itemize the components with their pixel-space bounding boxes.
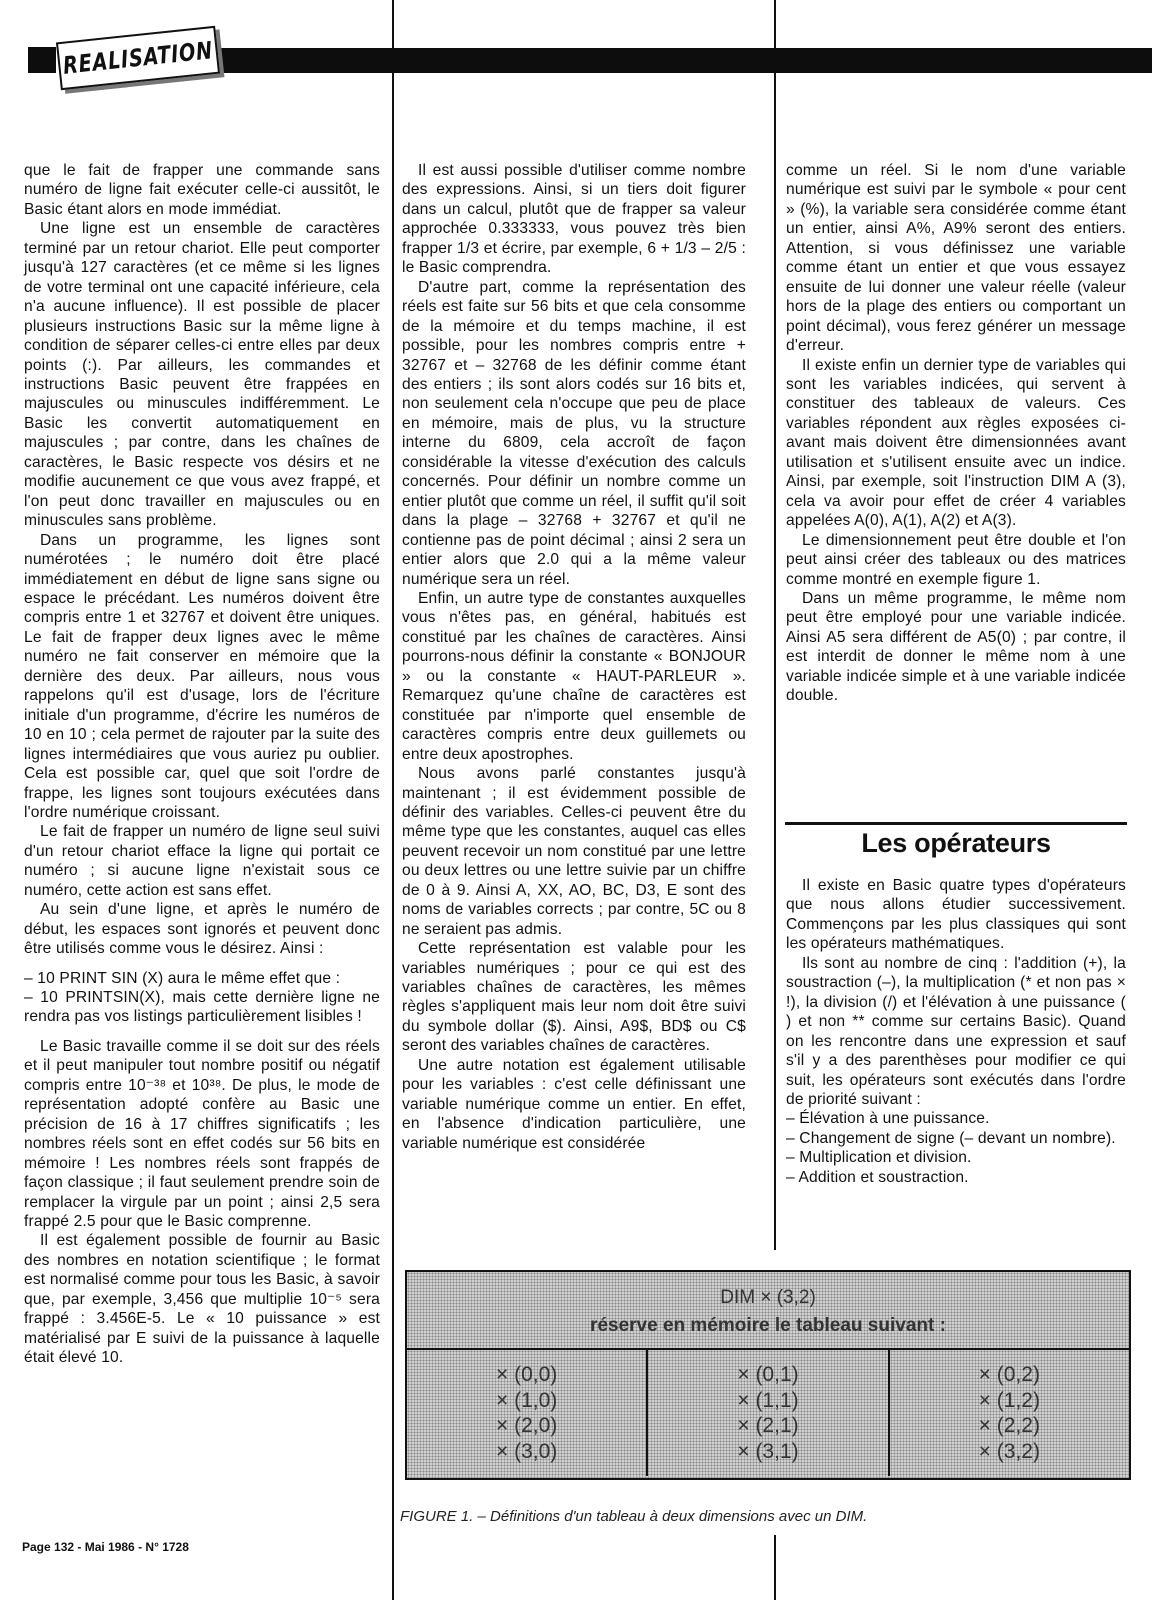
figure-column (407, 1350, 648, 1476)
array-element: × (3,2) (978, 1439, 1040, 1463)
paragraph: Il existe enfin un dernier type de variables qui sont les variables indicées, qui servent à constituer des tableaux de valeurs. Ces variables répondent aux règles exposées ci-avant mais doivent être dimensionnées avant utilisation et s'utilisent ensuite avec un indice. Ainsi, par exemple, soit l'instruction DIM A (3), cela va avoir pour effet de créer 4 variables appelées A(0), A(1), A(2) et A(3). (786, 356, 1126, 530)
array-element: × (0,2) (978, 1363, 1040, 1386)
header-square (28, 47, 56, 73)
section-logo (56, 26, 220, 90)
array-element: × (1,1) (737, 1388, 799, 1412)
list-item: – Élévation à une puissance. (786, 1110, 990, 1128)
array-element: × (1,0) (496, 1388, 558, 1412)
column-3 (786, 161, 1126, 706)
array-element: × (1,2) (978, 1388, 1040, 1412)
figure-title: DIM × (3,2) (720, 1287, 816, 1308)
figure-caption: FIGURE 1. – Définitions d'un tableau à deux dimensions avec un DIM. (400, 1508, 868, 1525)
figure-subtitle: réserve en mémoire le tableau suivant : (590, 1315, 946, 1336)
paragraph: Il existe en Basic quatre types d'opérateurs que nous allons étudier successivement. Commençons par les plus classiques qui sont les opérateurs mathématiques. (786, 877, 1126, 953)
paragraph: Dans un programme, les lignes sont numérotées ; le numéro doit être placé immédiatement en début de ligne sans signe ou espace le précédant. Les numéros doivent être compris entre 1 et 32767 et doivent être uniques. Le fait de frapper deux lignes avec le même numéro ne fait conserver en mémoire que la dernière des deux. Par ailleurs, nous vous rappelons qu'il est d'usage, lors de l'écriture initiale d'un programme, d'écrire les numéros de 10 en 10 ; cela permet de rajouter par la suite des lignes intermédiaires que vous auriez pu oublier. Cela est possible car, quel que soit l'ordre de frappe, les lignes sont toujours exécutées dans l'ordre numérique croissant. (24, 531, 380, 821)
paragraph: Cette représentation est valable pour les variables numériques ; pour ce qui est des variables chaînes de caractères, les mêmes règles s'appliquent mais leur nom doit être suivi du symbole dollar ($). Ainsi, A9$, BD$ ou C$ seront des variables chaînes de caractères. (402, 940, 746, 1055)
array-element: × (3,0) (496, 1439, 558, 1463)
paragraph: D'autre part, comme la représentation des réels est faite sur 56 bits et que cela consomme de la mémoire et du temps machine, il est possible, pour les nombres compris entre + 32767 et – 32768 de les définir comme étant des entiers ; ils sont alors codés sur 16 bits et, non seulement cela n'occupe que peu de place en mémoire, mais de plus, vu la structure interne du 6809, cela accroît de façon considérable la vitesse d'exécution des calculs concernés. Pour définir un nombre comme un entier plutôt que comme un réel, il suffit qu'il soit dans la plage – 32768 + 32767 et qu'il ne contienne pas de point décimal ; ainsi 2 sera un entier alors que 2.0 qui a la même valeur numérique sera un réel. (402, 278, 746, 588)
paragraph: Au sein d'une ligne, et après le numéro de début, les espaces sont ignorés et peuvent donc être utilisés comme vous le désirez. Ainsi : (24, 901, 380, 958)
figure-column (890, 1350, 1129, 1476)
column-divider-right (774, 0, 776, 1250)
paragraph: Dans un même programme, le même nom peut être employé pour une variable indicée. Ainsi A5 sera différent de A5(0) ; par contre, il est interdit de donner le même nom à une variable indicée simple et à une variable indicée double. (786, 589, 1126, 705)
list-item: – Multiplication et division. (786, 1149, 972, 1167)
column-2 (402, 161, 746, 1153)
section-label: REALISATION (61, 36, 215, 80)
column-divider-left (392, 0, 394, 1600)
code-example: – 10 PRINTSIN(X), mais cette dernière ligne ne rendra pas vos listings particulièrement lisibles ! (24, 989, 380, 1026)
array-element: × (2,0) (496, 1414, 558, 1437)
paragraph: que le fait de frapper une commande sans numéro de ligne fait exécuter celle-ci aussitôt, le Basic étant alors en mode immédiat. (24, 162, 380, 218)
figure-column (648, 1350, 889, 1476)
header-bar (212, 48, 1152, 73)
paragraph: Le Basic travaille comme il se doit sur des réels et il peut manipuler tout nombre positif ou négatif compris entre 10⁻³⁸ et 10³⁸. De plus, le mode de représentation adopté confère au Basic une précision de 16 à 17 chiffres significatifs ; les nombres réels sont en effet codés sur 56 bits en mémoire ! Les nombres réels sont frappés de façon classique ; il faut seulement prendre soin de remplacer la virgule par un point ; ainsi 2,5 sera frappé 2.5 pour que le Basic comprenne. (24, 1037, 380, 1231)
page-footer: Page 132 - Mai 1986 - N° 1728 (22, 1540, 189, 1554)
array-element: × (2,2) (978, 1414, 1040, 1437)
paragraph: Il est aussi possible d'utiliser comme nombre des expressions. Ainsi, si un tiers doit figurer dans un calcul, plutôt que de frapper sa valeur approchée 0.333333, vous pouvez très bien frapper 1/3 et écrire, par exemple, 6 + 1/3 – 2/5 : le Basic comprendra. (402, 162, 746, 277)
section-rule (785, 822, 1127, 825)
column-divider-bottom (774, 1535, 776, 1600)
code-example: – 10 PRINT SIN (X) aura le même effet que : (24, 969, 341, 987)
paragraph: Nous avons parlé constantes jusqu'à maintenant ; il est évidemment possible de définir des variables. Celles-ci peuvent être du même type que les constantes, auquel cas elles peuvent recevoir un nom constitué par une lettre ou deux lettres ou une lettre suivie par un chiffre de 0 à 9. Ainsi A, XX, AO, BC, D3, E sont des noms de variables corrects ; par contre, 5C ou 8 ne seraient pas admis. (402, 765, 746, 938)
array-element: × (2,1) (737, 1414, 799, 1437)
array-element: × (0,0) (496, 1363, 558, 1386)
array-element: × (3,1) (737, 1439, 799, 1463)
figure-header (407, 1272, 1129, 1350)
column-1 (24, 161, 380, 1368)
paragraph: Une autre notation est également utilisable pour les variables : c'est celle définissant une variable numérique comme un entier. En effet, en l'absence d'indication particulière, une variable numérique est considérée (402, 1056, 746, 1152)
paragraph: comme un réel. Si le nom d'une variable numérique est suivi par le symbole « pour cent » (%), la variable sera considérée comme étant un entier, ainsi A%, A9% seront des entiers. Attention, si vous définissez une variable comme étant un entier et que vous essayez ensuite de lui donner une valeur réelle (valeur hors de la plage des entiers ou comportant un point décimal), vous ferez générer un message d'erreur. (786, 162, 1126, 355)
paragraph: Une ligne est un ensemble de caractères terminé par un retour chariot. Elle peut comporter jusqu'à 127 caractères (et ce même si les lignes de votre terminal ont une capacité inférieure, cela n'a aucune influence). Il est possible de placer plusieurs instructions Basic sur la même ligne à condition de séparer celles-ci entre elles par deux points (:). Par ailleurs, les commandes et instructions Basic peuvent être frappées en majuscules ou minuscules indifféremment. Le Basic les convertit automatiquement en majuscules ; par contre, dans les chaînes de caractères, le Basic respecte vos désirs et ne modifie aucunement ce que vous avez frappé, et l'on peut donc travailler en majuscules ou en minuscules sans problème. (24, 220, 380, 530)
paragraph: Enfin, un autre type de constantes auxquelles vous n'êtes pas, en général, habitués est constitué par les chaînes de caractères. Ainsi pourrons-nous définir la constante « BONJOUR » ou la constante « HAUT-PARLEUR ». Remarquez qu'une chaîne de caractères est constituée par n'importe quel ensemble de caractères compris entre deux guillemets ou entre deux apostrophes. (402, 589, 746, 763)
list-item: – Addition et soustraction. (786, 1168, 969, 1186)
list-item: – Changement de signe (– devant un nombre). (786, 1129, 1116, 1147)
array-element: × (0,1) (737, 1363, 799, 1386)
section-heading: Les opérateurs (861, 828, 1051, 858)
paragraph: Ils sont au nombre de cinq : l'addition (+), la soustraction (–), la multiplication (* et non pas × !), la division (/) et l'élévation à une puissance ( ) et non ** comme sur certains Basic). Quand on les rencontre dans une expression et sauf s'il y a des parenthèses pour modifier ce qui suit, les opérateurs sont exécutés dans l'ordre de priorité suivant : (786, 954, 1126, 1108)
paragraph: Le dimensionnement peut être double et l'on peut ainsi créer des tableaux ou des matrices comme montré en exemple figure 1. (786, 531, 1126, 588)
operators-section (786, 876, 1126, 1187)
paragraph: Il est également possible de fournir au Basic des nombres en notation scientifique ; le format est normalisé comme pour tous les Basic, à savoir que, par exemple, 3,456 que multiplie 10⁻⁵ sera frappé : 3.456E-5. Le « 10 puissance » est matérialisé par E suivi de la puissance à laquelle était élevé 10. (24, 1232, 380, 1367)
figure-1-table (405, 1270, 1131, 1480)
paragraph: Le fait de frapper un numéro de ligne seul suivi d'un retour chariot efface la ligne qui portait ce numéro ; si aucune ligne n'existait sous ce numéro, cette action est sans effet. (24, 823, 380, 899)
